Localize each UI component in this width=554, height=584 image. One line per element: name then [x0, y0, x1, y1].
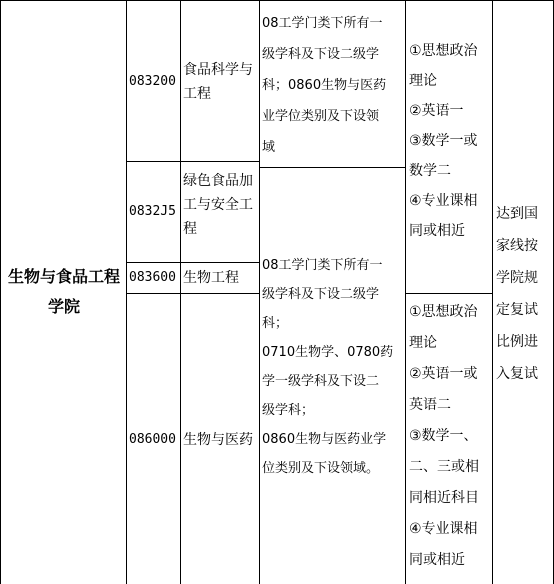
exam-subjects-text: ①思想政治 理论 ②英语一或 英语二 ③数学一、 二、三或相 同相近科目 ④专业课相 同或相近: [409, 304, 479, 568]
program-name: 生物与医药: [183, 432, 253, 448]
table-border-top: [0, 0, 554, 1]
row-divider: [405, 293, 492, 294]
college-name: 生物与食品工程学院: [7, 267, 120, 316]
transfer-range-text: 08工学门类下所有一 级学科及下设二级学 科；0860生物与医药 业学位类别及下设领 域: [262, 16, 387, 155]
program-name: 绿色食品加 工与安全工 程: [183, 173, 253, 237]
row-divider: [259, 167, 405, 168]
retest-requirement-text: 达到国 家线按 学院规 定复试 比例进 入复试: [496, 206, 538, 382]
column-divider: [405, 0, 406, 584]
program-name: 食品科学与 工程: [183, 62, 253, 102]
exam-subjects-text: ①思想政治 理论 ②英语一 ③数学一或 数学二 ④专业课相 同或相近: [409, 43, 478, 239]
row-divider: [126, 262, 259, 263]
table-border-left: [0, 0, 1, 584]
program-name: 生物工程: [183, 270, 239, 286]
column-divider: [180, 0, 181, 584]
column-divider: [126, 0, 127, 584]
transfer-range-text: 08工学门类下所有一 级学科及下设二级学 科； 0710生物学、0780药 学一级学科及下设二 级学科； 0860生物与医药业学 位类别及下设领域。: [262, 258, 394, 476]
column-divider: [259, 0, 260, 584]
program-code: 0832J5: [129, 204, 176, 219]
program-code: 086000: [129, 432, 176, 447]
program-code: 083600: [129, 270, 176, 285]
row-divider: [126, 293, 259, 294]
program-code: 083200: [129, 74, 176, 89]
row-divider: [126, 161, 259, 162]
